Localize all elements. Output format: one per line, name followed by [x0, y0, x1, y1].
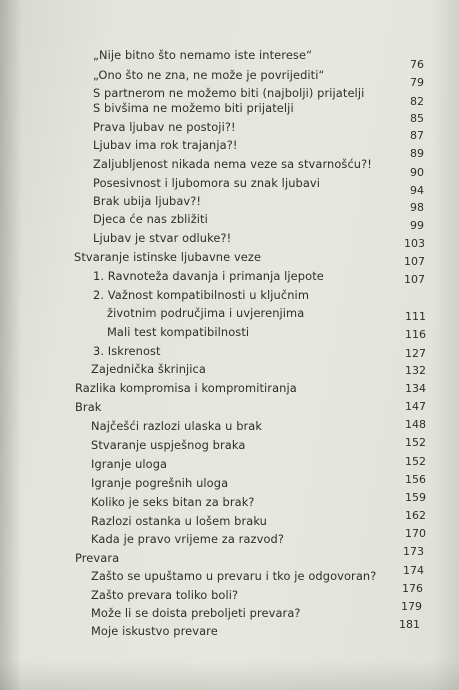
toc-page-number: 147	[405, 400, 426, 413]
toc-page-number: 89	[410, 147, 424, 160]
toc-entry: Zašto se upuštamo u prevaru i tko je odgovoran?	[91, 569, 377, 583]
toc-entry: Zaljubljenost nikada nema veze sa stvarnošću?!	[93, 157, 372, 171]
toc-page-number: 162	[405, 509, 426, 522]
toc-page-number: 170	[405, 527, 426, 540]
toc-page-number: 176	[402, 582, 423, 595]
toc-page-number: 82	[410, 95, 424, 108]
toc-page-number: 111	[405, 310, 426, 323]
toc-section-heading: Prevara	[75, 551, 120, 565]
toc-page-number: 76	[410, 58, 424, 71]
toc-entry: 1. Ravnoteža davanja i primanja ljepote	[93, 269, 324, 283]
toc-entry: Ljubav je stvar odluke?!	[93, 231, 232, 245]
toc-page-number: 181	[399, 618, 420, 631]
toc-page-number: 156	[405, 473, 426, 486]
toc-entry: Stvaranje uspješnog braka	[91, 438, 246, 452]
toc-entry: „Ono što ne zna, ne može je povrijediti“	[93, 68, 325, 82]
toc-page-number: 132	[405, 364, 426, 377]
toc-page-number: 107	[404, 255, 425, 268]
toc-entry: životnim područjima i uvjerenjima	[107, 306, 305, 320]
toc-entry: Kada je pravo vrijeme za razvod?	[91, 532, 284, 546]
toc-page-number: 98	[410, 201, 424, 214]
toc-section-heading: Stvaranje istinske ljubavne veze	[74, 250, 262, 264]
toc-page-number: 173	[403, 545, 424, 558]
toc-entry: Najčešći razlozi ulaska u brak	[91, 419, 263, 433]
toc-entry: Prava ljubav ne postoji?!	[93, 120, 236, 134]
toc-page-number: 103	[404, 237, 425, 250]
toc-entry: Može li se doista preboljeti prevara?	[91, 606, 301, 620]
toc-entry: S bivšima ne možemo biti prijatelji	[93, 101, 294, 115]
toc-entry: Moje iskustvo prevare	[91, 624, 218, 638]
toc-page-number: 107	[404, 273, 425, 286]
toc-entry: Zajednička škrinjica	[91, 362, 206, 376]
toc-page-number: 87	[410, 129, 424, 142]
toc-page-number: 174	[403, 564, 424, 577]
toc-entry: 2. Važnost kompatibilnosti u ključnim	[93, 288, 310, 302]
toc-entry: Djeca će nas zbližiti	[93, 212, 208, 226]
toc-page-number: 79	[410, 76, 424, 89]
toc-page-number: 99	[410, 219, 424, 232]
toc-page-number: 179	[401, 600, 422, 613]
toc-page-number: 85	[410, 112, 424, 125]
toc-entry: Razlozi ostanka u lošem braku	[91, 514, 267, 528]
toc-entry: Mali test kompatibilnosti	[107, 325, 250, 339]
toc-entry: Igranje uloga	[91, 457, 168, 471]
toc-entry: Igranje pogrešnih uloga	[91, 476, 229, 490]
toc-entry: Koliko je seks bitan za brak?	[91, 495, 255, 509]
toc-entry: Ljubav ima rok trajanja?!	[93, 138, 238, 152]
toc-entry: Posesivnost i ljubomora su znak ljubavi	[93, 176, 321, 190]
toc-page-number: 148	[405, 418, 426, 431]
toc-entry: 3. Iskrenost	[93, 344, 161, 358]
toc-entry: Brak ubija ljubav?!	[93, 194, 202, 208]
toc-entry: „Nije bitno što nemamo iste interese“	[93, 48, 313, 62]
toc-page-number: 152	[405, 455, 426, 468]
toc-entry: S partnerom ne možemo biti (najbolji) prijatelji	[93, 86, 365, 100]
toc-page-number: 134	[405, 382, 426, 395]
toc-page-number: 152	[405, 436, 426, 449]
toc-page-number: 159	[405, 491, 426, 504]
toc-page-number: 94	[410, 184, 424, 197]
toc-section-heading: Razlika kompromisa i kompromitiranja	[75, 381, 297, 395]
toc-page-number: 90	[410, 166, 424, 179]
toc-page-number: 127	[405, 347, 426, 360]
toc-entry: Zašto prevara toliko boli?	[91, 588, 239, 602]
toc-page-number: 116	[405, 328, 426, 341]
toc-section-heading: Brak	[75, 400, 102, 414]
